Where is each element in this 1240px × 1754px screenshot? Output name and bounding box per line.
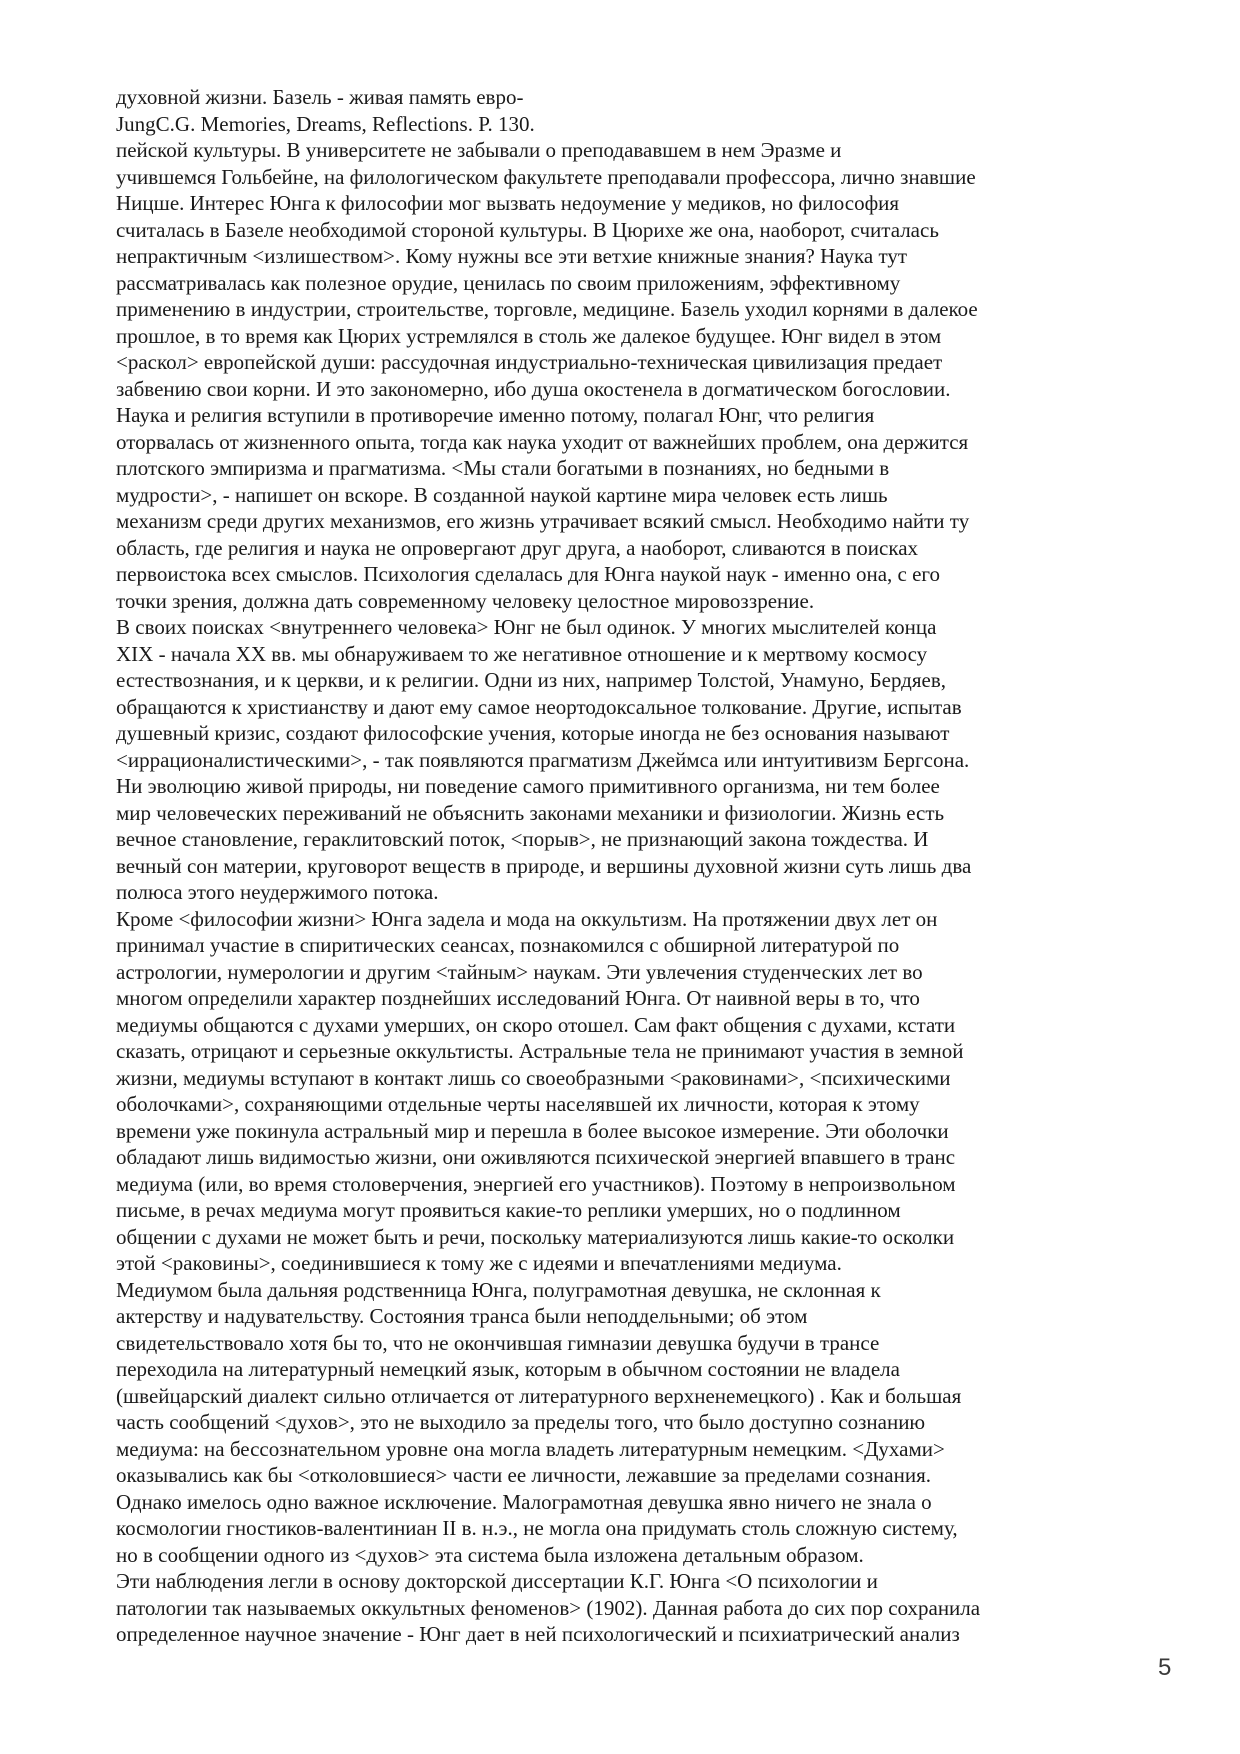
text-line: актерству и надувательству. Состояния транса были неподдельными; об этом <box>116 1304 808 1328</box>
text-line: вечное становление, гераклитовский поток, <порыв>, не признающий закона тождества. И <box>116 827 929 851</box>
text-line: Ницше. Интерес Юнга к философии мог вызвать недоумение у медиков, но философия <box>116 191 900 215</box>
text-line: принимал участие в спиритических сеансах, познакомился с обширной литературой по <box>116 933 900 957</box>
text-line: <иррационалистическими>, - так появляются прагматизм Джеймса или интуитивизм Бергсона. <box>116 747 970 772</box>
text-line: плотского эмпиризма и прагматизма. <Мы стали богатыми в познаниях, но бедными в <box>116 456 890 480</box>
text-line: пейской культуры. В университете не забывали о преподававшем в нем Эразме и <box>116 138 842 162</box>
text-line: оторвалась от жизненного опыта, тогда как наука уходит от важнейших проблем, она держится <box>116 429 969 454</box>
text-line: область, где религия и наука не опровергают друг друга, а наоборот, сливаются в поисках <box>116 535 919 560</box>
text-line: Ни эволюцию живой природы, ни поведение самого примитивного организма, ни тем более <box>116 774 940 798</box>
text-line: переходила на литературный немецкий язык, которым в обычном состоянии не владела <box>116 1357 900 1381</box>
text-line: XIX - начала XX вв. мы обнаруживаем то же негативное отношение и к мертвому космосу <box>116 641 928 666</box>
text-line: времени уже покинула астральный мир и перешла в более высокое измерение. Эти оболочки <box>116 1118 949 1143</box>
text-line: медиумы общаются с духами умерших, он скоро отошел. Сам факт общения с духами, кстати <box>116 1012 956 1037</box>
text-line: Кроме <философии жизни> Юнга задела и мода на оккультизм. На протяжении двух лет он <box>116 906 938 931</box>
text-line: определенное научное значение - Юнг дает в ней психологический и психиатрический анализ <box>116 1622 960 1646</box>
text-line: применению в индустрии, строительстве, торговле, медицине. Базель уходил корнями в далекое <box>116 297 978 321</box>
text-line: жизни, медиумы вступают в контакт лишь со своеобразными <раковинами>, <психическими <box>116 1065 951 1090</box>
text-line: прошлое, в то время как Цюрих устремлялся в столь же далекое будущее. Юнг видел в этом <box>116 323 942 348</box>
text-line: вечный сон материи, круговорот веществ в природе, и вершины духовной жизни суть лишь два <box>116 853 972 878</box>
text-line: Эти наблюдения легли в основу докторской диссертации К.Г. Юнга <О психологии и <box>116 1569 878 1593</box>
text-line: душевный кризис, создают философские учения, которые иногда не без основания называют <box>116 721 950 745</box>
text-line: обладают лишь видимостью жизни, они оживляются психической энергией впавшего в транс <box>116 1145 956 1169</box>
text-line: полюса этого неудержимого потока. <box>116 880 439 904</box>
text-line: механизм среди других механизмов, его жизнь утрачивает всякий смысл. Необходимо найти ту <box>116 509 970 533</box>
text-line: свидетельствовало хотя бы то, что не окончившая гимназии девушка будучи в трансе <box>116 1330 880 1355</box>
text-line: медиума (или, во время столоверчения, энергией его участников). Поэтому в непроизвольном <box>116 1171 956 1196</box>
text-line: учившемся Гольбейне, на филологическом факультете преподавали профессора, лично знавшие <box>116 164 976 189</box>
text-line: JungC.G. Memories, Dreams, Reflections. P. 130. <box>116 111 535 136</box>
text-line: но в сообщении одного из <духов> эта система была изложена детальным образом. <box>116 1542 864 1567</box>
text-line: оболочками>, сохраняющими отдельные черты населявшей их личности, которая к этому <box>116 1092 920 1116</box>
text-line: Медиумом была дальняя родственница Юнга, полуграмотная девушка, не склонная к <box>116 1277 881 1302</box>
text-line: этой <раковины>, соединившиеся к тому же с идеями и впечатлениями медиума. <box>116 1251 842 1275</box>
text-line: рассматривалась как полезное орудие, ценилась по своим приложениям, эффективному <box>116 270 901 295</box>
text-line: (швейцарский диалект сильно отличается от литературного верхненемецкого) . Как и большая <box>116 1383 962 1408</box>
body-text <box>116 84 1076 1648</box>
text-line: Наука и религия вступили в противоречие именно потому, полагал Юнг, что религия <box>116 403 875 427</box>
text-line: мудрости>, - напишет он вскоре. В созданной наукой картине мира человек есть лишь <box>116 482 888 507</box>
text-line: обращаются к христианству и дают ему самое неортодоксальное толкование. Другие, испытав <box>116 694 962 719</box>
text-line: астрологии, нумерологии и другим <тайным> наукам. Эти увлечения студенческих лет во <box>116 959 923 984</box>
text-line: духовной жизни. Базель - живая память евро- <box>116 85 524 109</box>
text-line: сказать, отрицают и серьезные оккультисты. Астральные тела не принимают участия в земной <box>116 1039 964 1063</box>
text-line: непрактичным <излишеством>. Кому нужны все эти ветхие книжные знания? Наука тут <box>116 244 908 268</box>
text-line: В своих поисках <внутреннего человека> Юнг не был одинок. У многих мыслителей конца <box>116 615 937 639</box>
text-line: общении с духами не может быть и речи, поскольку материализуются лишь какие-то осколки <box>116 1224 955 1249</box>
text-line: оказывались как бы <отколовшиеся> части ее личности, лежавшие за пределами сознания. <box>116 1463 932 1487</box>
text-line: забвению свои корни. И это закономерно, ибо душа окостенела в догматическом богословии. <box>116 376 951 401</box>
text-line: точки зрения, должна дать современному человеку целостное мировоззрение. <box>116 588 815 613</box>
text-line: естествознания, и к церкви, и к религии. Одни из них, например Толстой, Унамуно, Бердяев, <box>116 668 947 692</box>
text-line: письме, в речах медиума могут проявиться какие-то реплики умерших, но о подлинном <box>116 1198 901 1222</box>
page-number: 5 <box>1158 1654 1172 1681</box>
text-line: часть сообщений <духов>, это не выходило за пределы того, что было доступно сознанию <box>116 1410 926 1434</box>
text-line: многом определили характер позднейших исследований Юнга. От наивной веры в то, что <box>116 986 920 1010</box>
text-line: <раскол> европейской души: рассудочная индустриально-техническая цивилизация предает <box>116 350 943 374</box>
text-line: Однако имелось одно важное исключение. Малограмотная девушка явно ничего не знала о <box>116 1489 932 1514</box>
text-line: считалась в Базеле необходимой стороной культуры. В Цюрихе же она, наоборот, считалась <box>116 217 939 242</box>
text-line: патологии так называемых оккультных феноменов> (1902). Данная работа до сих пор сохранила <box>116 1595 981 1620</box>
text-line: первоистока всех смыслов. Психология сделалась для Юнга наукой наук - именно она, с его <box>116 562 940 586</box>
text-line: медиума: на бессознательном уровне она могла владеть литературным немецким. <Духами> <box>116 1436 945 1461</box>
text-line: космологии гностиков-валентиниан II в. н.э., не могла она придумать столь сложную систему, <box>116 1516 958 1540</box>
text-line: мир человеческих переживаний не объяснить законами механики и физиологии. Жизнь есть <box>116 800 945 825</box>
